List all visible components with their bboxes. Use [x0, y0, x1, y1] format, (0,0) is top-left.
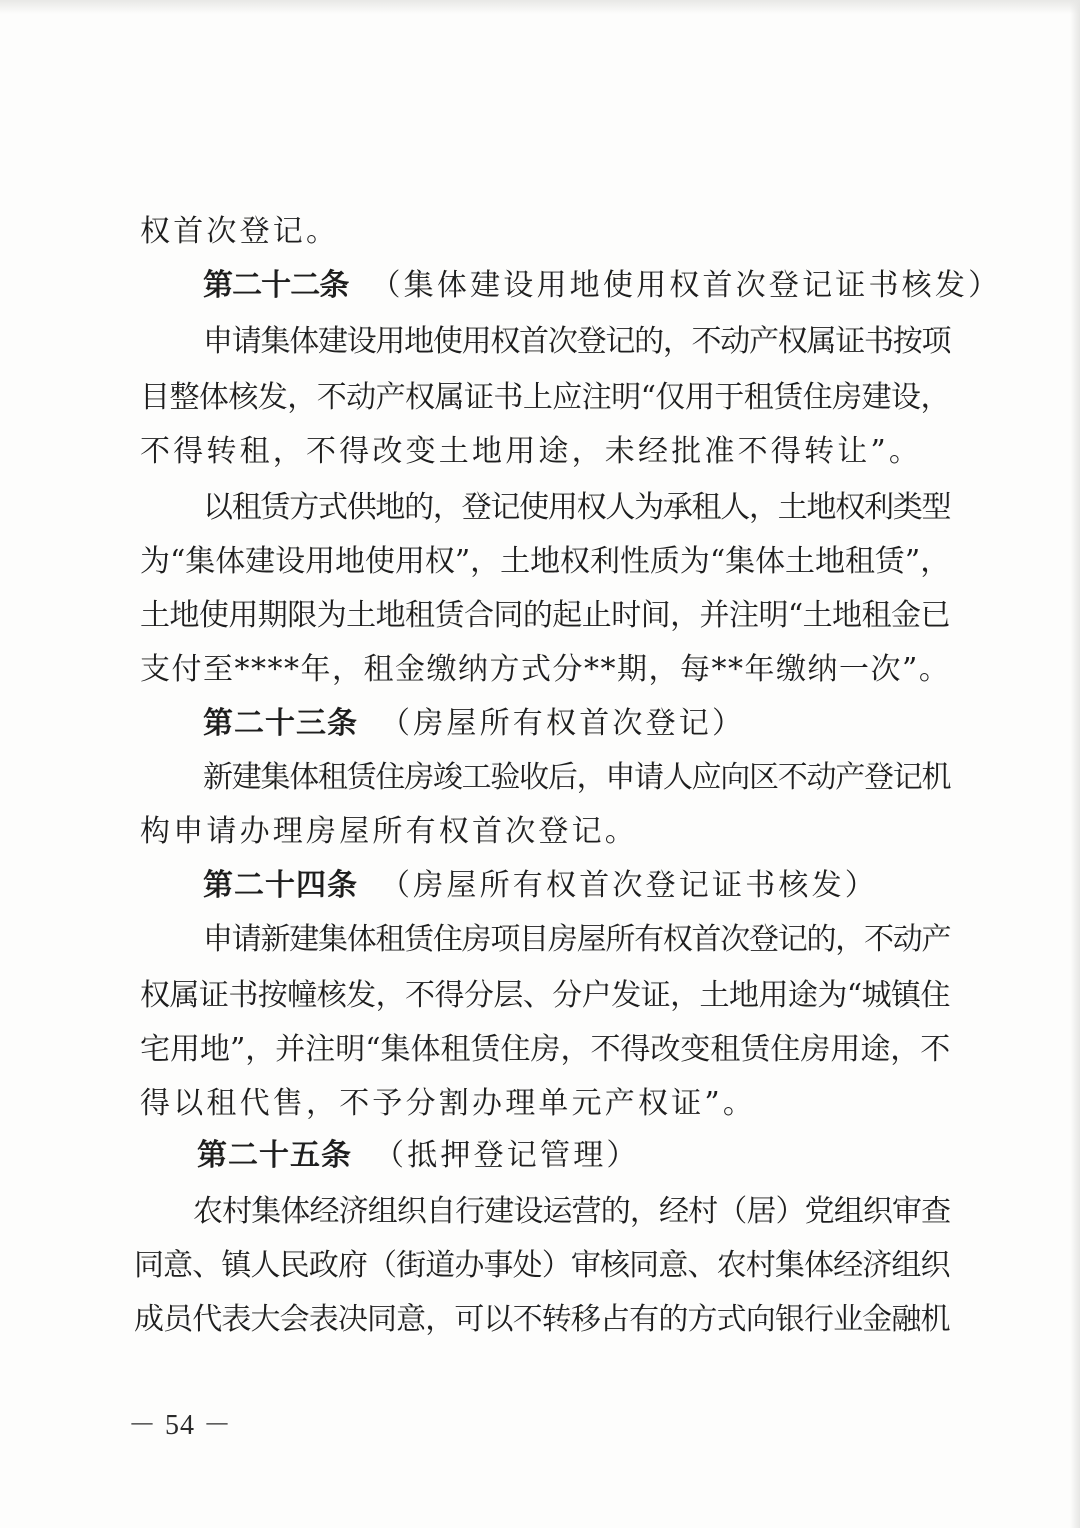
body-line: 申请新建集体租赁住房项目房屋所有权首次登记的，不动产 — [203, 922, 951, 957]
article-heading — [203, 860, 878, 912]
body-line: 支付至****年，租金缴纳方式分**期，每**年缴纳一次”。 — [140, 652, 951, 687]
article-heading — [203, 260, 1001, 312]
body-line: 土地使用期限为土地租赁合同的起止时间，并注明“土地租金已 — [140, 598, 950, 633]
page-top-edge — [0, 0, 1080, 14]
body-line: 为“集体建设用地使用权”，土地权利性质为“集体土地租赁”， — [140, 544, 951, 579]
body-line: 农村集体经济组织自行建设运营的，经村（居）党组织审查 — [193, 1194, 951, 1229]
article-title: （房屋所有权首次登记） — [380, 706, 746, 741]
article-number: 第二十三条 — [203, 706, 358, 741]
article-title: （房屋所有权首次登记证书核发） — [380, 868, 878, 903]
body-line: 得以租代售，不予分割办理单元产权证”。 — [140, 1086, 757, 1121]
body-line: 新建集体租赁住房竣工验收后，申请人应向区不动产登记机 — [203, 760, 951, 795]
body-line: 申请集体建设用地使用权首次登记的，不动产权属证书按项 — [203, 324, 951, 359]
body-line: 宅用地”，并注明“集体租赁住房，不得改变租赁住房用途，不 — [140, 1032, 951, 1067]
body-line: 权属证书按幢核发，不得分层、分户发证，土地用途为“城镇住 — [140, 978, 950, 1013]
body-line: 构申请办理房屋所有权首次登记。 — [140, 814, 638, 849]
page-number: － 54 － — [128, 1410, 233, 1441]
article-number: 第二十四条 — [203, 868, 358, 903]
body-line: 以租赁方式供地的，登记使用权人为承租人，土地权利类型 — [203, 490, 951, 525]
article-heading — [197, 1130, 640, 1182]
article-title: （集体建设用地使用权首次登记证书核发） — [370, 268, 1002, 303]
body-line: 同意、镇人民政府（街道办事处）审核同意、农村集体经济组织 — [134, 1248, 950, 1283]
body-line: 成员代表大会表决同意，可以不转移占有的方式向银行业金融机 — [134, 1302, 950, 1337]
article-number: 第二十二条 — [203, 268, 349, 303]
page-right-edge — [1070, 0, 1080, 1528]
body-line: 不得转租，不得改变土地用途，未经批准不得转让”。 — [140, 434, 923, 469]
body-line: 目整体核发，不动产权属证书上应注明“仅用于租赁住房建设， — [140, 380, 950, 415]
body-line: 权首次登记。 — [140, 214, 340, 249]
article-number: 第二十五条 — [197, 1138, 352, 1173]
article-heading — [203, 698, 745, 750]
article-title: （抵押登记管理） — [374, 1138, 640, 1173]
